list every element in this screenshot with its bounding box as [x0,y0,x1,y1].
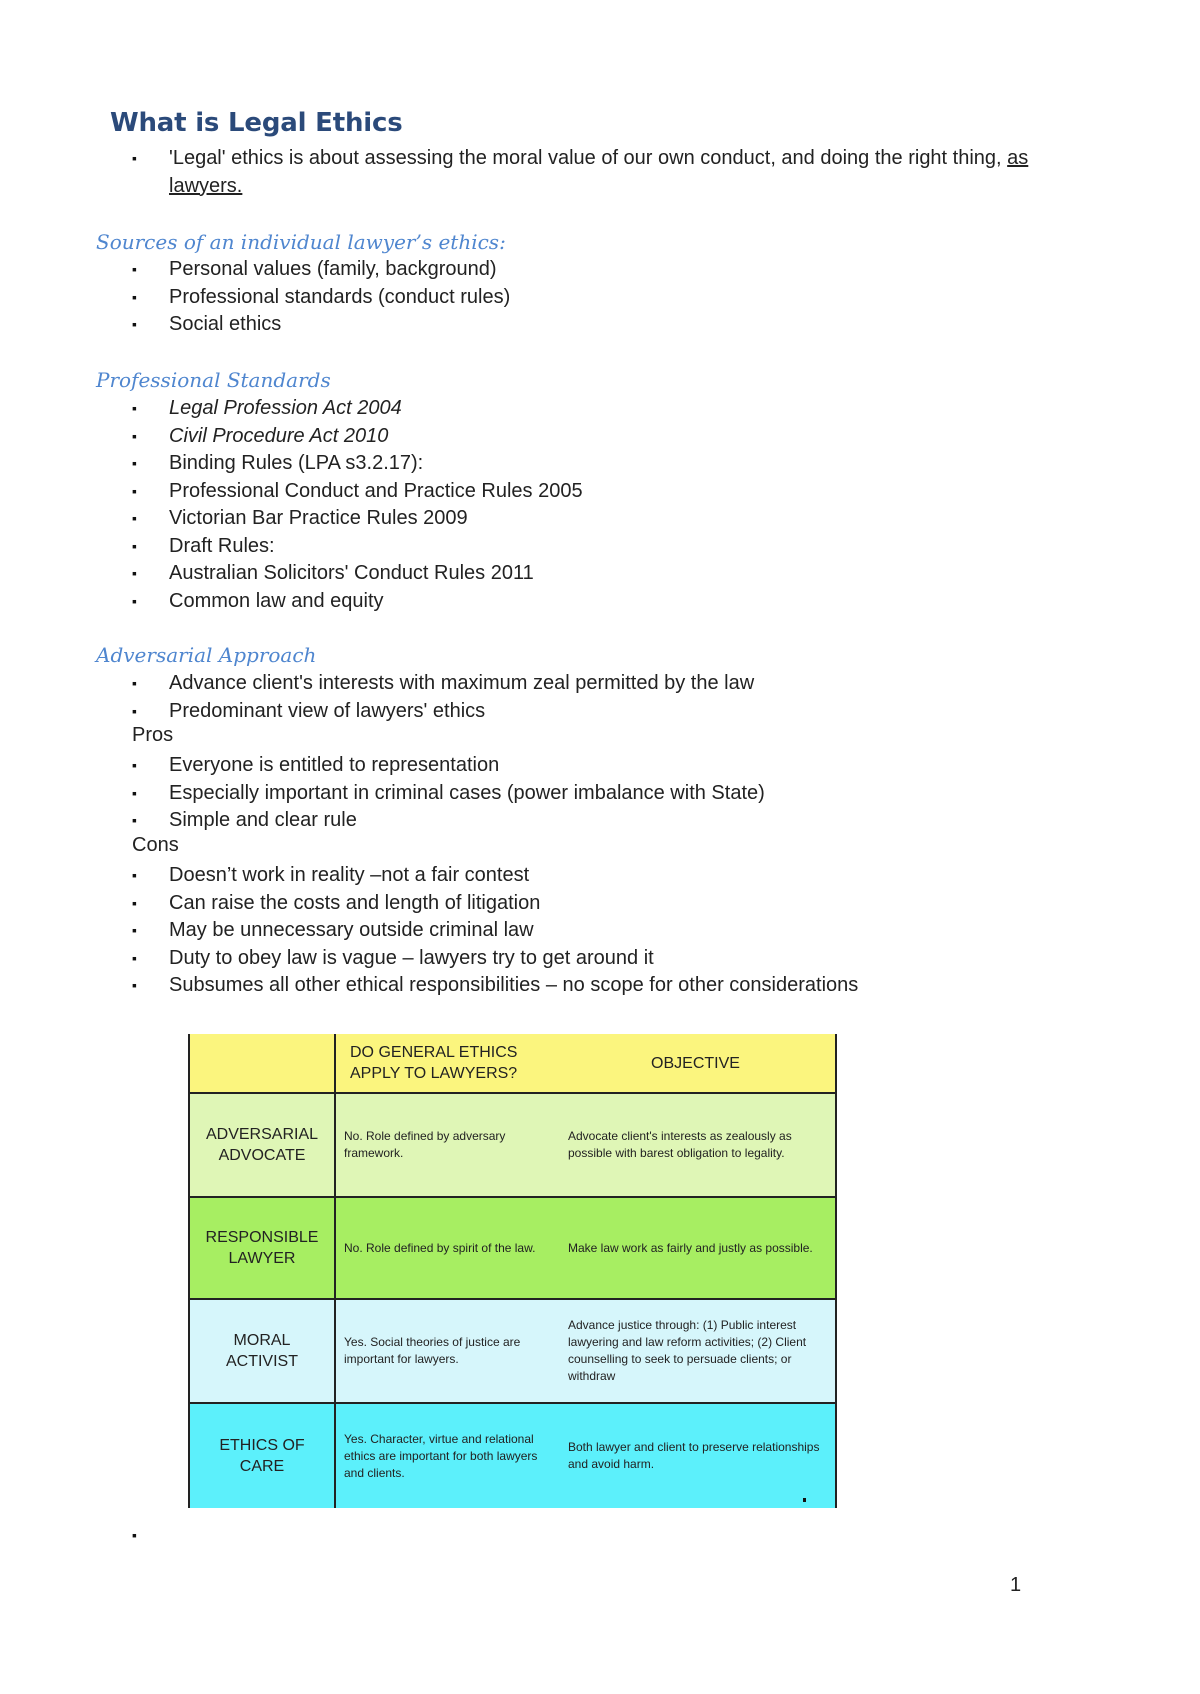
cons-list [0,862,1100,1000]
bullet-icon: ▪ [132,288,137,305]
list-item [0,256,1100,284]
table-cell: Make law work as fairly and justly as possible. [568,1240,813,1255]
list-item [0,311,1100,339]
intro-list [0,145,1100,200]
bullet-icon: ▪ [132,784,137,801]
professional-list [0,395,1100,615]
bullet-icon: ▪ [132,150,137,166]
list-item [0,917,1100,945]
list-item-text: Binding Rules (LPA s3.2.17): [169,452,424,474]
list-item-text: Civil Procedure Act 2010 [169,424,389,447]
list-item-text: Personal values (family, background) [169,258,497,280]
table-header-cell [190,1034,336,1092]
table-header-cell: OBJECTIVE [651,1054,740,1072]
table-cell: Yes. Social theories of justice are important for lawyers. [344,1335,521,1366]
list-item-text: Doesn’t work in reality –not a fair contest [169,864,530,886]
list-item [0,588,1100,616]
pros-label: Pros [132,724,174,746]
table-cell: No. Role defined by adversary framework. [344,1129,506,1160]
bullet-icon: ▪ [132,894,137,911]
table-cell-model: MORAL ACTIVIST [190,1300,336,1402]
list-item [0,780,1100,808]
page-title: What is Legal Ethics [110,108,403,138]
list-item-text: Common law and equity [169,589,384,612]
section-heading-professional: Professional Standards [96,368,331,392]
section-heading-sources: Sources of an individual lawyer’s ethics: [96,230,506,254]
table-cell: Advocate client's interests as zealously as possible with barest obligation to legality. [568,1129,792,1160]
sources-list [0,256,1100,339]
bullet-icon: ▪ [132,261,137,277]
table-cell: Yes. Character, virtue and relational ethics are important for both lawyers and clients. [344,1431,538,1480]
list-item-text: Subsumes all other ethical responsibilities – no scope for other considerations [169,974,859,996]
list-item [0,505,1100,533]
table-row [190,1198,835,1300]
bullet-icon: ▪ [132,537,137,554]
page-number: 1 [1010,1574,1022,1596]
bullet-icon: ▪ [132,702,137,719]
bullet-icon: ▪ [132,316,137,332]
list-item [0,284,1100,312]
list-item-text: Advance client's interests with maximum zeal permitted by the law [169,672,755,694]
list-item-text: Professional Conduct and Practice Rules 2005 [169,479,583,502]
intro-underlined: as lawyers. [169,147,1029,197]
list-item [0,533,1100,561]
list-item-text: Everyone is entitled to representation [169,754,500,776]
table-header-row [190,1034,835,1094]
bullet-icon: ▪ [132,482,137,499]
list-item-text: Can raise the costs and length of litigation [169,891,541,914]
stray-mark [803,1498,806,1502]
bullet-icon: ▪ [132,675,137,691]
list-item-text: Legal Profession Act 2004 [169,397,402,419]
table-cell-model: ADVERSARIAL ADVOCATE [190,1094,336,1196]
list-item-text: Australian Solicitors' Conduct Rules 2011 [169,562,534,584]
list-item [0,972,1100,1000]
table-row [190,1404,835,1508]
list-item [0,862,1100,890]
adversarial-list [0,670,1100,725]
list-item-text: Especially important in criminal cases (power imbalance with State) [169,781,765,804]
table-cell-model: RESPONSIBLE LAWYER [190,1198,336,1298]
list-item [0,890,1100,918]
bullet-icon: ▪ [132,455,137,471]
list-item [0,478,1100,506]
list-item [0,423,1100,451]
bullet-icon: ▪ [132,867,137,883]
bullet-icon: ▪ [132,510,137,526]
list-item [0,450,1100,478]
list-item-text: Social ethics [169,313,282,335]
table-cell-model: ETHICS OF CARE [190,1404,336,1508]
list-item-text: Professional standards (conduct rules) [169,285,511,308]
bullet-icon: ▪ [132,949,137,966]
list-item-text: May be unnecessary outside criminal law [169,919,534,941]
bullet-icon: ▪ [132,565,137,581]
list-item [0,395,1100,423]
list-item [0,698,1100,726]
cons-label: Cons [132,834,179,856]
table-cell: Both lawyer and client to preserve relationships and avoid harm. [568,1440,820,1471]
list-item [0,807,1100,835]
list-item-text: Draft Rules: [169,534,275,557]
table-cell: Advance justice through: (1) Public interest lawyering and law reform activities; (2) Client counselling to seek to persuade clients; or withdraw [568,1318,807,1383]
list-item [0,752,1100,780]
list-item [0,145,1029,200]
intro-text: 'Legal' ethics is about assessing the moral value of our own conduct, and doing the right thing, [169,147,1008,169]
section-heading-adversarial: Adversarial Approach [96,643,317,667]
bullet-icon: ▪ [132,427,137,444]
table-row [190,1094,835,1198]
bullet-icon: ▪ [132,977,137,993]
bullet-icon: ▪ [132,812,137,828]
list-item-text: Predominant view of lawyers' ethics [169,699,486,722]
ethics-models-table [188,1034,837,1508]
bullet-icon: ▪ [132,757,137,773]
pros-list [0,752,1100,835]
list-item-text: Duty to obey law is vague – lawyers try to get around it [169,946,654,969]
bullet-icon: ▪ [132,1527,137,1543]
bullet-icon: ▪ [132,592,137,609]
list-item [0,670,1100,698]
table-cell: No. Role defined by spirit of the law. [344,1240,536,1255]
bullet-icon: ▪ [132,922,137,938]
list-item-text: Simple and clear rule [169,809,357,831]
list-item [0,945,1100,973]
list-item [0,560,1100,588]
table-row [190,1300,835,1404]
list-item-text: Victorian Bar Practice Rules 2009 [169,507,468,529]
table-header-cell: DO GENERAL ETHICS APPLY TO LAWYERS? [350,1044,518,1082]
bullet-icon: ▪ [132,400,137,416]
